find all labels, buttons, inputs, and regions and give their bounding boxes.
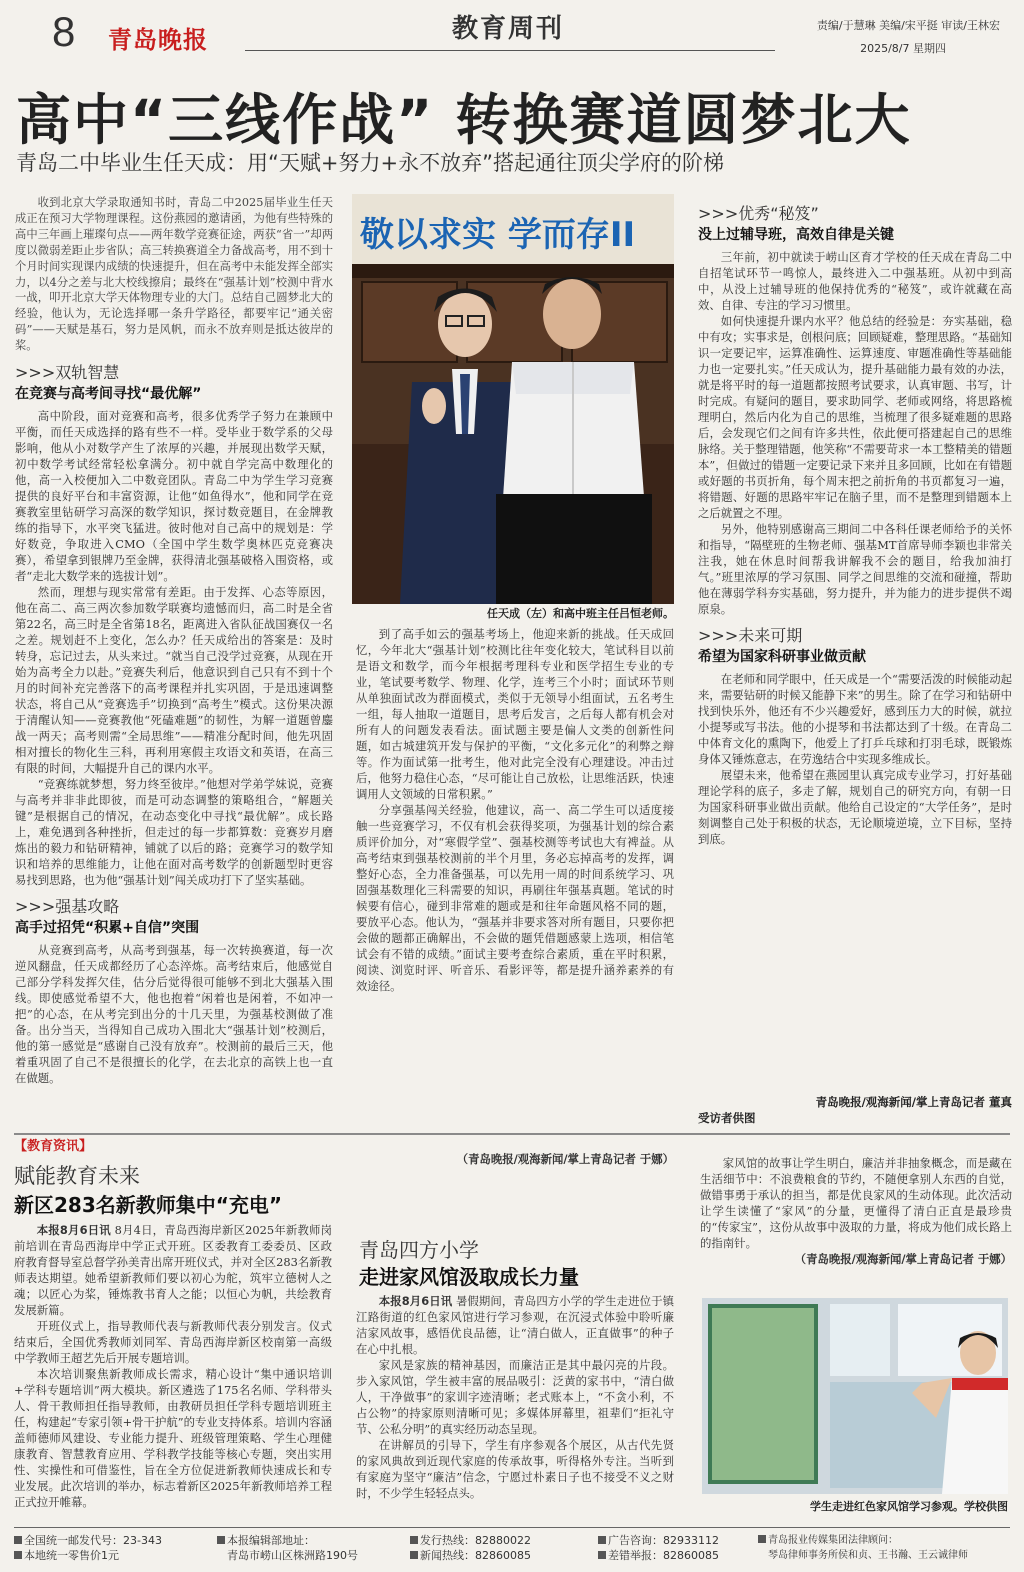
footer-text: 青岛报业传媒集团法律顾问：: [768, 1535, 898, 1546]
editor-credits: 责编/于慧琳 美编/宋平挺 审读/王林宏: [816, 19, 1000, 32]
paragraph: 分享强基闯关经验，他建议，高一、高二学生可以适度接触一些竞赛学习，不仅有机会获得奖项，为强基计划的综合素质评价加分，对“寒假学堂”、强基校测等考试也大有裨益。从高考结束到强基校测前的半个月里，务必忘掉高考的发挥，调整好心态，全力准备强基，可以先用一周的时间系统学习、巩固强基数理化三科需要的知识，再刷往年强基真题。笔试的时候要有信心，碰到非常难的题或是和往年命题风格不同的题，要放平心态。他认为，“强基并非要求答对所有题目，只要你把会做的题都正确解出，不会做的题凭借题感蒙上选项，相信笔试会有不错的成绩。”面试主要考查综合素质，重在平时积累，阅读、浏览时评、听音乐、看影评等，都是提升涵养素养的有效途径。: [356, 803, 674, 993]
news-lead: 本报8月6日讯: [378, 1294, 453, 1308]
footer-text: 琴岛律师事务所侯和贞、王书瀚、王云诚律师: [768, 1550, 968, 1561]
footer-postal: [14, 1533, 214, 1563]
footer-address: [217, 1533, 417, 1563]
article-column-1: [15, 195, 333, 1125]
article-column-2: [356, 626, 674, 1126]
paragraph: 另外，他特别感谢高三期间二中各科任课老师给予的关怀和指导，“隔壁班的生物老师、强基MT首席导师李颖也非常关注我，她在休息时间帮我讲解我不会的题目，给我加油打气。”班里浓厚的学习氛围、同学之间思维的交流和碰撞，帮助他在薄弱学科夯实基础，努力提升，并为能力的进步提供不竭原泉。: [698, 522, 1012, 616]
paragraph: 在讲解员的引导下，学生有序参观各个展区，从古代先贤的家风典故到近现代家庭的传承故事，听得格外专注。当听到有家庭为坚守“廉洁”信念，宁愿过朴素日子也不接受不义之财时，不少学生轻轻点头。: [356, 1438, 674, 1500]
paragraph: 本次培训聚焦新教师成长需求，精心设计“集中通识培训+学科专题培训”两大模块。新区遴选了175名名师、学科带头人、骨干教师担任指导教师，由教研员担任学科专题培训班主任，构建起“专家引领+骨干护航”的专业支持体系。培训内容涵盖师德师风建设、专业能力提升、班级管理策略、学生心理健康教育、智慧教育应用、学科教学技能等核心专题，突出实用性、实操性和可借鉴性，旨在全方位促进新教师快速成长和专业发展。此次培训的举办，标志着新区2025年新教师培养工程正式拉开帷幕。: [14, 1367, 332, 1509]
footer-text: 发行热线：82880022: [420, 1534, 531, 1547]
museum-photo: [702, 1298, 1008, 1494]
subheadline: 青岛二中毕业生任天成：用“天赋+努力+永不放弃”搭起通往顶尖学府的阶梯: [16, 151, 724, 175]
news-column-2b: [700, 1155, 1012, 1293]
news-title: 走进家风馆汲取成长力量: [359, 1265, 579, 1289]
footer-rule: [14, 1527, 1010, 1528]
article-lead: 收到北京大学录取通知书时，青岛二中2025届毕业生任天成正在预习大学物理课程。这份燕园的邀请函，为他有些特殊的高中三年画上璀璨句点——两年数学竞赛征途，两获“省一”却两度以微弱差距止步省队；高三转换赛道全力备战高考，用不到十个月时间实现课内成绩的快速提升，但在高考中未能发挥全部实力，以4分之差与北大校线擦肩；最终在“强基计划”校测中背水一战，叩开北京大学天体物理专业的大门。总结自己圆梦北大的经验，他认为，无论选择哪一条升学路径，都要牢记“通关密码”——天赋是基石，努力是风帆，而永不放弃则是抵达彼岸的桨。: [15, 196, 333, 353]
paragraph: 到了高手如云的强基考场上，他迎来新的挑战。任天成回忆，今年北大“强基计划”校测比往年变化较大，笔试科目以前是语文和数学，而今年根据考理科专业和医学招生专业的专业，笔试要考数学、物理、化学，连考三个小时；面试环节则从单独面试改为群面模式，类似于无领导小组面试，五名考生一组，每人抽取一道题目，思考后发言，之后每人都有机会对所有人的问题发表看法。面试题主要是偏人文类的创新性问题，如古城建筑开发与保护的平衡，“文化多元化”的利弊之辩等。作为面试第一批考生，他对此完全没有心理建设。冲击过后，他努力稳住心态，“尽可能让自己放松，让思维活跃，快速调用人文领域的日常积累。”: [356, 627, 674, 801]
news-column-1b: [356, 1151, 674, 1231]
footer-text: 青岛市崂山区株洲路190号: [227, 1549, 358, 1562]
section-kicker: >>>双轨智慧: [15, 363, 120, 383]
news-column-2: [356, 1293, 674, 1523]
paragraph: 三年前，初中就读于崂山区育才学校的任天成在青岛二中自招笔试环节一鸣惊人，最终进入二中强基班。从初中到高中，从没上过辅导班的他保持优秀的“秘笈”，或许就藏在高效、自律、专注的学习习惯里。: [698, 250, 1012, 312]
news-band-rule: [14, 1133, 1010, 1135]
footer-ads: [598, 1533, 758, 1563]
article-column-3: [698, 195, 1012, 1093]
paragraph: 开班仪式上，指导教师代表与新教师代表分别发言。仪式结束后，全国优秀教师刘同军、青岛西海岸新区校南第一高级中学教师王超艺先后开展专题培训。: [14, 1319, 332, 1365]
paragraph: 展望未来，他希望在燕园里认真完成专业学习，打好基础理论学科的底子，多走了解，规划自己的研究方向，有朝一日为国家科研事业做出贡献。他给自己设定的“大学任务”，是时刻调整自己处于积极的状态，无论顺境逆境，立下目标，坚持到底。: [698, 768, 1012, 846]
newspaper-logo: 青岛晚报: [108, 25, 208, 54]
paragraph: 家风馆的故事让学生明白，廉洁并非抽象概念，而是藏在生活细节中：不浪费粮食的节约，不随便拿别人东西的自觉，做错事勇于承认的担当，都是优良家风的生动体现。此次活动让学生读懂了“家风”的分量，更懂得了清白正直是最珍贵的“传家宝”，这份从故事中汲取的力量，将成为他们成长路上的指南针。: [700, 1156, 1012, 1250]
news-credit: （青岛晚报/观海新闻/掌上青岛记者 于娜）: [456, 1152, 674, 1166]
section-title: 教育周刊: [452, 14, 565, 44]
news-section-tag: 【教育资讯】: [14, 1139, 93, 1154]
article-byline: 青岛晚报/观海新闻/掌上青岛记者 董真: [815, 1095, 1012, 1109]
news-kicker: 赋能教育未来: [14, 1164, 140, 1188]
photo-source: 受访者供图: [698, 1111, 756, 1125]
paragraph: 如何快速提升课内水平？他总结的经验是：夯实基础，稳中有攻；实事求是，创根问底；回顾疑难，整理思路。“基础知识一定要记牢，运算准确性、运算速度、审题准确性等基础能力也一定要扎实。”任天成认为，提升基础能力最有效的办法，就是将平时的每一道题都按照考试要求，认真审题、书写，计时完成。有疑问的题目，要求助同学、老师或网络，将思路梳理明白，然后内化为自己的思维，当梳理了很多疑难题的思路后，会发现它们之间有许多共性，依此便可搭建起自己的思维脉络。关于整理错题，他笑称“不需要苛求一本工整精美的错题本”，但做过的错题一定要记录下来并且多回顾，比如在有错题或好题的书页折角，每个周末把之前折角的书页都复习一遍，将错题、好题的思路牢牢记在脑子里，而不是整理到错题本上之后就置之不理。: [698, 314, 1012, 520]
masthead-divider: [245, 50, 775, 51]
section-kicker: >>>未来可期: [698, 626, 803, 645]
paragraph: 从竞赛到高考，从高考到强基，每一次转换赛道，每一次逆风翻盘，任天成都经历了心态淬炼。高考结束后，他感觉自己部分学科发挥欠佳，估分后觉得很可能够不到北大强基入围线。即使感觉希望不大，他也抱着“闲着也是闲着，不如冲一把”的心态，在从考完到出分的十几天里，为强基校测做了准备。出分当天，当得知自己成功入围北大“强基计划”校测后，他的第一感觉是“感谢自己没有放弃”。校测前的最后三天，他着重巩固了自己不是很擅长的化学，在去北京的高铁上也一直在做题。: [15, 943, 333, 1086]
section-title: 在竞赛与高考间寻找“最优解”: [15, 386, 202, 403]
footer-text: 本地统一零售价1元: [24, 1549, 119, 1562]
footer-text: 本报编辑部地址：: [227, 1534, 315, 1547]
section-title: 没上过辅导班，高效自律是关键: [698, 227, 894, 243]
banner-text: 敬以求实 学而存II: [360, 215, 636, 255]
section-kicker: >>>强基攻略: [15, 897, 120, 917]
news-kicker: 青岛四方小学: [359, 1238, 479, 1262]
photo-illustration: [702, 1298, 1008, 1494]
issue-date: 2025/8/7 星期四: [860, 42, 946, 55]
news-credit: （青岛晚报/观海新闻/掌上青岛记者 于娜）: [794, 1252, 1012, 1266]
portrait-photo: [352, 194, 674, 604]
footer-text: 差错举报：82860085: [608, 1549, 719, 1562]
paragraph: 暑假期间，青岛四方小学的学生走进位于镇江路街道的红色家风馆进行学习参观，在沉浸式体验中聆听廉洁家风故事，感悟优良品德，让“清白做人，正直做事”的种子在心中扎根。: [356, 1294, 674, 1356]
news-column-1: [14, 1222, 332, 1522]
footer-text: 新闻热线：82860085: [420, 1549, 531, 1562]
photo-caption: 任天成（左）和高中班主任吕恒老师。: [487, 607, 674, 620]
footer-text: 广告咨询：82933112: [608, 1534, 719, 1547]
headline: 高中“三线作战” 转换赛道圆梦北大: [16, 88, 912, 152]
section-kicker: >>>优秀“秘笈”: [698, 204, 819, 223]
footer-legal: [758, 1533, 1014, 1563]
news-title: 新区283名新教师集中“充电”: [14, 1193, 283, 1217]
paragraph: 8月4日，青岛西海岸新区2025年新教师岗前培训在青岛西海岸中学正式开班。区委教育工委委员、区政府教育督导室总督学孙美青出席开班仪式，并对全区283名新教师表达期望。她希望新教师们要以初心为舵，筑牢立德树人之魂；以匠心为桨，锤炼教书育人之能；以恒心为帆，共绘教育发展新篇。: [14, 1223, 332, 1317]
section-title: 希望为国家科研事业做贡献: [698, 649, 866, 665]
page-number: 8: [52, 8, 76, 55]
photo-illustration: [352, 194, 674, 604]
paragraph: 然而，理想与现实常常有差距。由于发挥、心态等原因，他在高二、高三两次参加数学联赛均遗憾而归，高二时是全省第22名，高三时是全省第18名，距离进入省队征战国赛仅一名之差。规划赶不上变化，怎么办？任天成给出的答案是：及时转身，忘记过去，从头来过。“就当自己没学过竞赛，从现在开始为高考全力以赴。”竞赛失利后，他意识到自己只有不到十个月的时间补充完善落下的高考课程并扎实巩固，于是迅速调整状态，将自己从“竞赛选手”切换到“高考生”模式。这份果决源于清醒认知——竞赛教他“死磕难题”的韧性，为解一道题曾鏖战一两天；高考则需“全局思维”——精准分配时间，他先巩固相对擅长的物化生三科，再利用寒假主攻语文和英语，在高三有限的时间，大幅提升自己的课内水平。: [15, 585, 333, 776]
paragraph: 家风是家族的精神基因，而廉洁正是其中最闪亮的片段。步入家风馆，学生被丰富的展品吸引：泛黄的家书中，“清白做人，干净做事”的家训字迹清晰；老式账本上，“不贪小利，不占公物”的持家原则清晰可见；多媒体屏幕里，祖辈们“拒礼守节、公私分明”的真实经历动态呈现。: [356, 1358, 674, 1436]
photo-caption: 学生走进红色家风馆学习参观。学校供图: [810, 1500, 1008, 1513]
paragraph: 在老师和同学眼中，任天成是一个“需要活泼的时候能动起来，需要钻研的时候又能静下来”的男生。除了在学习和钻研中找到快乐外，他还有不少兴趣爱好，感到压力大的时候，就拉小提琴或写书法。他的小提琴和书法都达到了十级。在青岛二中体育文化的熏陶下，他爱上了打乒乓球和打羽毛球，既锻炼身体又锤炼意志，在劳逸结合中实现多维成长。: [698, 672, 1012, 766]
footer-text: 全国统一邮发代号：23-343: [24, 1534, 162, 1547]
news-lead: 本报8月6日讯: [36, 1223, 111, 1237]
paragraph: “竞赛练就梦想，努力终至彼岸。”他想对学弟学妹说，竞赛与高考并非非此即彼，而是可动态调整的策略组合，“解题关键”是根据自己的情况，在动态变化中寻找“最优解”。成长路上，难免遇到各种挫折，但走过的每一步都算数：竞赛岁月磨炼出的毅力和钻研精神，铺就了以后的路；竞赛学习的数学知识和培养的思维能力，让他在面对高考数学的创新题型时更容易找到思路，也为他“强基计划”闯关成功打下了坚实基础。: [15, 777, 333, 888]
paragraph: 高中阶段，面对竞赛和高考，很多优秀学子努力在兼顾中平衡，而任天成选择的路有些不一样。受毕业于数学系的父母影响，他从小对数学产生了浓厚的兴趣，并展现出数学天赋，初中数学考试经常轻松拿满分。初中就自学完高中数理化的他，高一入校便加入二中数竞团队。青岛二中为学生学习竞赛提供的良好平台和丰富资源，让他“如鱼得水”，他和同学在竞赛教室里钻研学习高深的数学知识，探讨数竞题目，在金牌教练的指导下，水平突飞猛进。彼时他对自己高中的规划是：学好数竞，争取进入CMO（全国中学生数学奥林匹克竞赛决赛），希望拿到银牌乃至金牌，获得清北强基破格入围资格，或者“走北大数学来的选拔计划”。: [15, 409, 333, 584]
section-title: 高手过招凭“积累+自信”突围: [15, 920, 200, 937]
footer-hotlines: [410, 1533, 600, 1563]
